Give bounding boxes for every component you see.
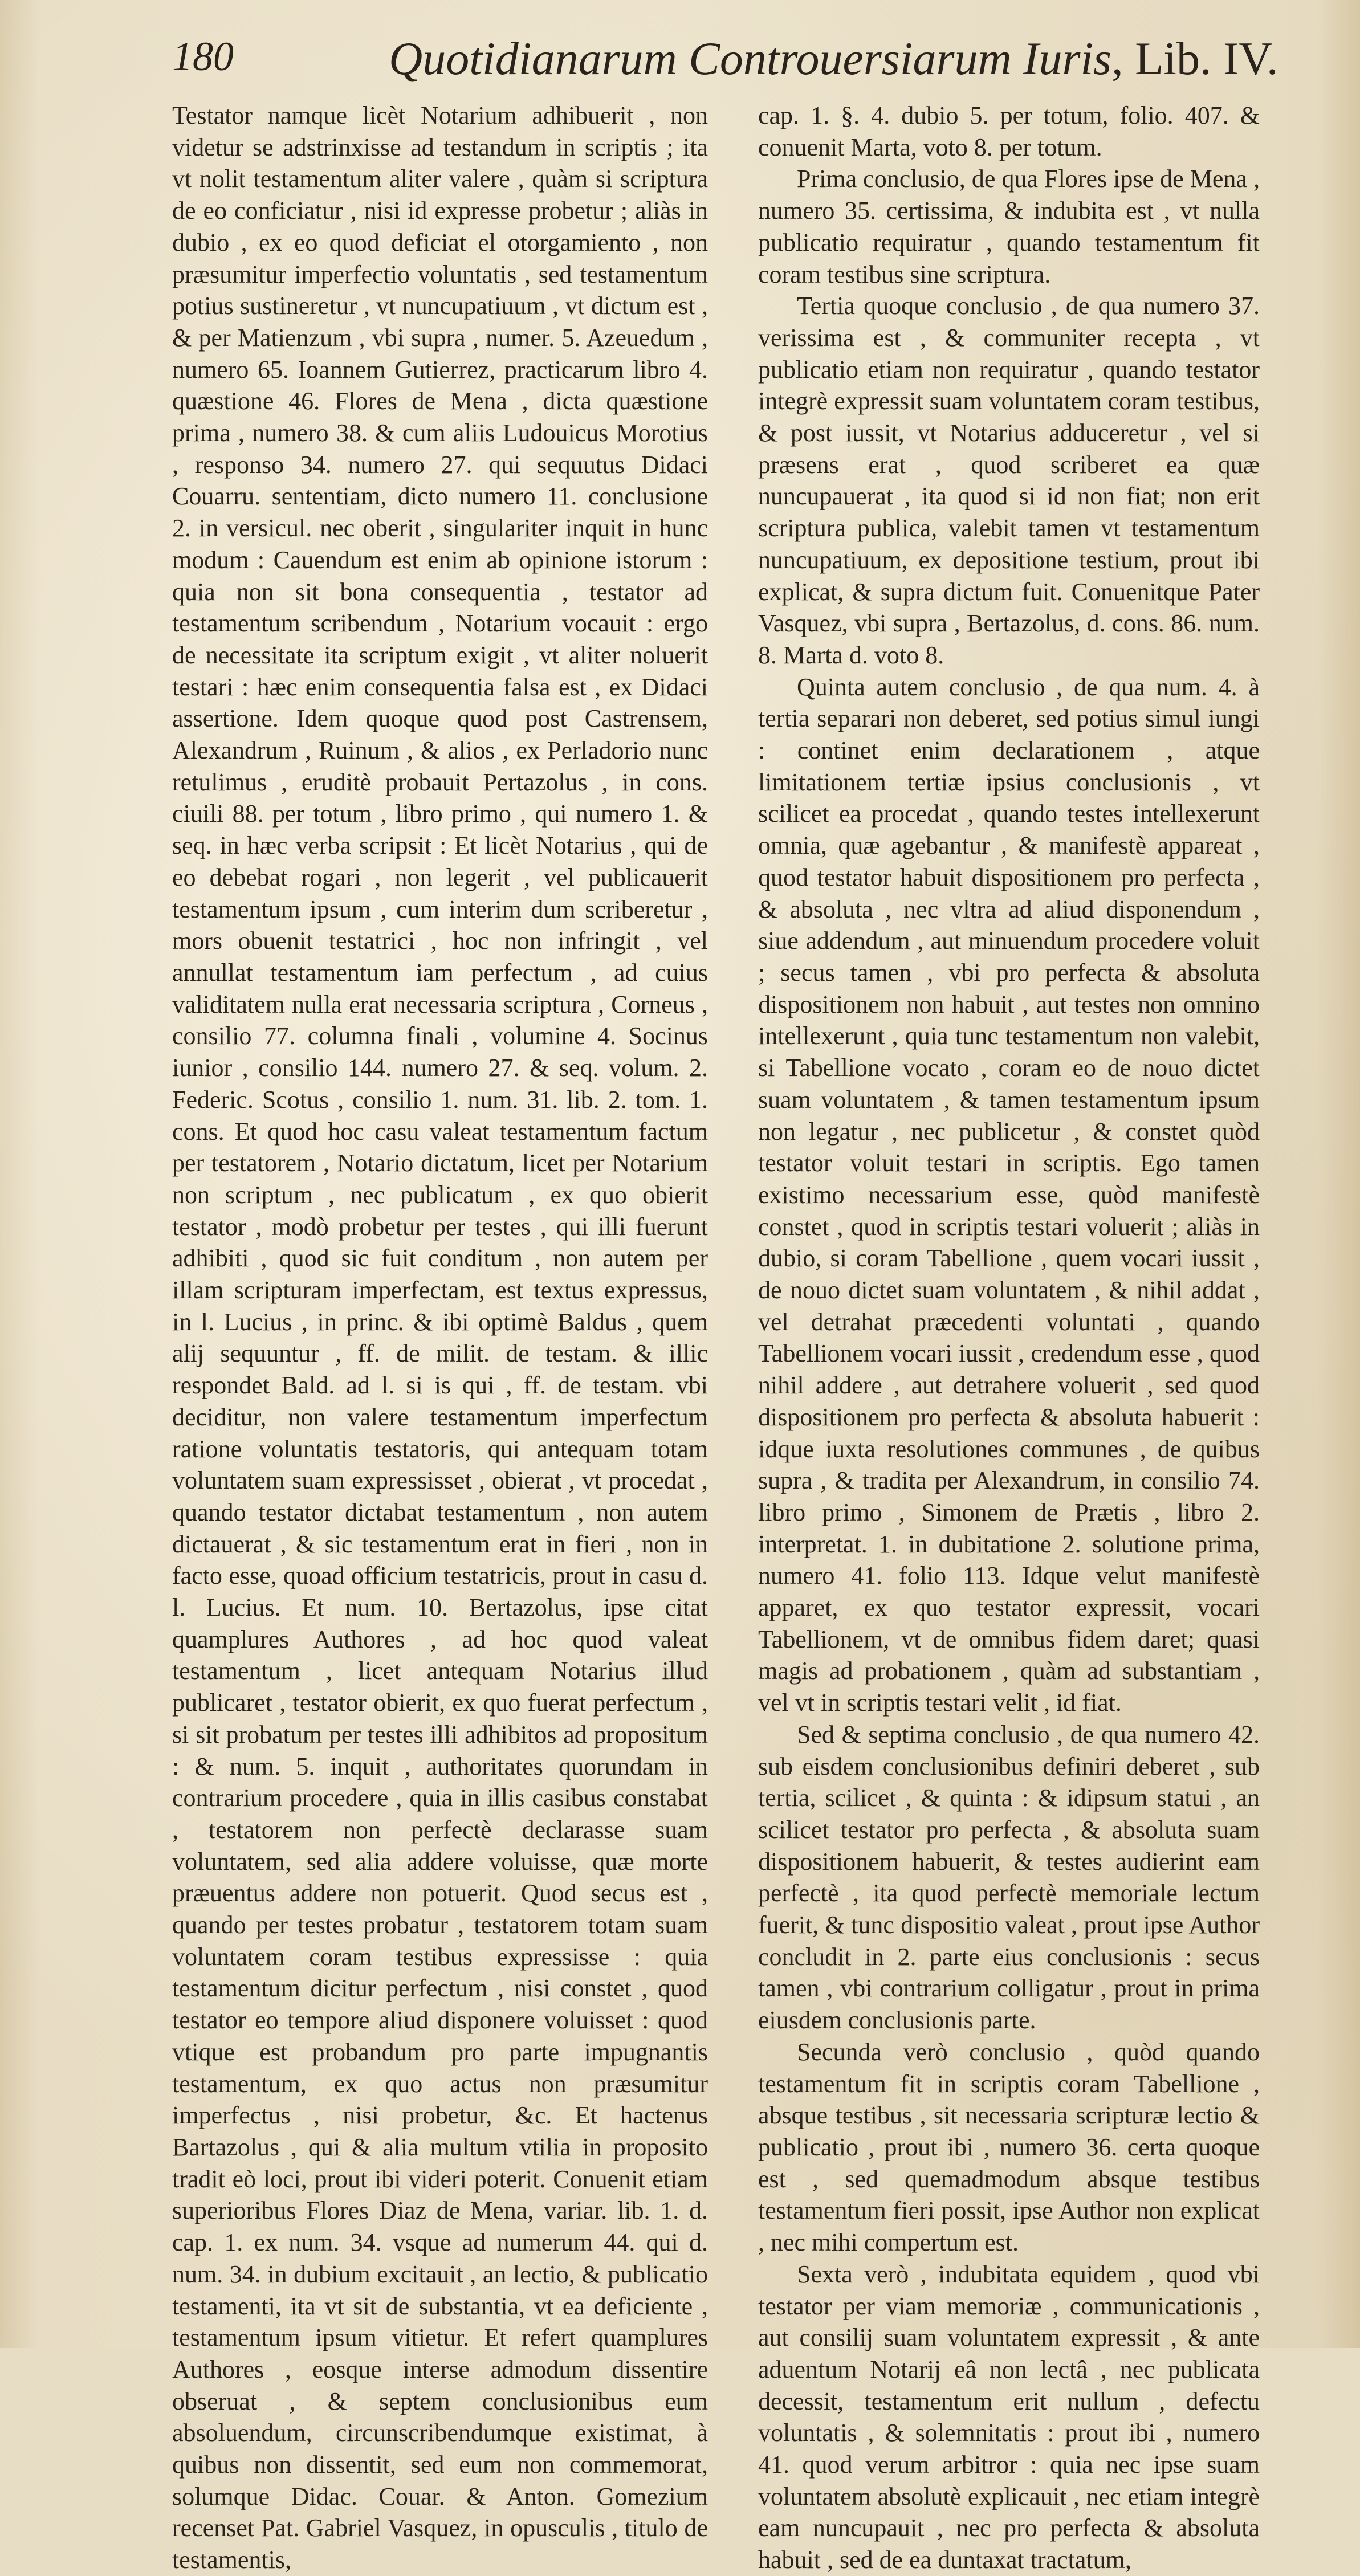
page-header: [172, 32, 1278, 100]
right-paragraph: Sexta verò , indubitata equidem , quod vbi testator per viam memoriæ , communicationis , aut consilij suam voluntatem expressit , & ante aduentum Notarij eâ non lectâ , nec publicata decessit, testamentum erit nullum , defectu voluntatis , & solemnitatis : prout ibi , numero 41. quod verum arbitror : quia nec ipse suam voluntatem absolutè explicauit , nec etiam integrè eam nuncupauit , nec pro perfecta & absoluta habuit , sed de ea duntaxat tractatum,: [758, 2260, 1260, 2574]
running-title: [389, 32, 1278, 85]
book-label: , Lib. IV.: [1111, 32, 1278, 84]
right-paragraph: Tertia quoque conclusio , de qua numero 37. verissima est , & communiter recepta , vt publicatio etiam non requiratur , quando testator integrè expressit suam voluntatem coram testibus, & post iussit, vt Notarius adduceretur , vel si præsens erat , quod scriberet ea quæ nuncupauerat , ita quod si id non fiat; non erit scriptura publica, valebit tamen vt testamentum nuncupatiuum, ex depositione testium, prout ibi explicat, & supra dictum fuit. Conuenitque Pater Vasquez, vbi supra , Bertazolus, d. cons. 86. num. 8. Marta d. voto 8.: [758, 292, 1260, 669]
right-paragraph: Sed & septima conclusio , de qua numero 42. sub eisdem conclusionibus definiri deberet , sub tertia, scilicet , & quinta : & idipsum statui , an scilicet testator pro perfecta , & absoluta suam dispositionem habuerit, & testes audierint eam perfectè , ita quod perfectè memoriale lectum fuerit, & tunc dispositio valeat , prout ipse Author concludit in 2. parte eius conclusionis : secus tamen , vbi contrarium colligatur , prout in prima eiusdem conclusionis parte.: [758, 1720, 1260, 2035]
right-paragraph: Quinta autem conclusio , de qua num. 4. à tertia separari non deberet, sed potius simul iungi : continet enim declarationem , atque limitationem tertiæ ipsius conclusionis , vt scilicet ea procedat , quando testes intellexerunt omnia, quæ agebantur , & manifestè appareat , quod testator habuit dispositionem pro perfecta , & absoluta , nec vltra ad aliud disponendum , siue addendum , aut minuendum procedere voluit ; secus tamen , vbi pro perfecta & absoluta dispositionem non habuit , aut testes non omnino intellexerunt , quia tunc testamentum non valebit, si Tabellione vocato , coram eo de nouo dictet suam voluntatem , & tamen testamentum ipsum non legatur , nec publicetur , & constet quòd testator voluit testari in scriptis. Ego tamen existimo necessarium esse, quòd manifestè constet , quod in scriptis testari voluerit ; aliàs in dubio, si coram Tabellione , quem vocari iussit , de nouo dictet suam voluntatem , & nihil addat , vel detrahat præcedenti voluntati , quando Tabellionem vocari iussit , credendum esse , quod nihil addere , aut detrahere voluerit , sed quod dispositionem pro perfecta & absoluta habuerit : idque iuxta resolutiones communes , de quibus supra , & tradita per Alexandrum, in consilio 74. libro primo , Simonem de Prætis , libro 2. interpretat. 1. in dubitatione 2. solutione prima, numero 41. folio 113. Idque velut manifestè apparet, ex quo testator expressit, vocari Tabellionem, vt de omnibus fidem daret; quasi magis ad probationem , quàm ad substantiam , vel vt in scriptis testari velit , id fiat.: [758, 672, 1260, 1717]
right-paragraph: Secunda verò conclusio , quòd quando testamentum fit in scriptis coram Tabellione , absque testibus , sit necessaria scripturæ lectio & publicatio , prout ibi , numero 36. certa quoque est , sed quemadmodum absque testibus testamentum fieri possit, ipse Author non explicat , nec mihi compertum est.: [758, 2037, 1260, 2257]
right-paragraph: cap. 1. §. 4. dubio 5. per totum, folio. 407. & conuenit Marta, voto 8. per totum.: [758, 101, 1260, 161]
left-column: [172, 100, 708, 2574]
right-column: [758, 100, 1260, 2574]
left-column-text: Testator namque licèt Notarium adhibuerit , non videtur se adstrinxisse ad testandum in scriptis ; ita vt nolit testamentum aliter valere , quàm si scriptura de eo conficiatur , nisi id expresse probetur ; aliàs in dubio , ex eo quod deficiat el otorgamiento , non præsumitur imperfectio voluntatis , sed testamentum potius sustineretur , vt nuncupatiuum , vt dictum est , & per Matienzum , vbi supra , numer. 5. Azeuedum , numero 65. Ioannem Gutierrez, practicarum libro 4. quæstione 46. Flores de Mena , dicta quæstione prima , numero 38. & cum aliis Ludouicus Morotius , responso 34. numero 27. qui sequutus Didaci Couarru. sententiam, dicto numero 11. conclusione 2. in versicul. nec oberit , singulariter inquit in hunc modum : Cauendum est enim ab opinione istorum : quia non sit bona consequentia , testator ad testamentum scribendum , Notarium vocauit : ergo de necessitate ita scriptum exigit , vt aliter noluerit testari : hæc enim consequentia falsa est , ex Didaci assertione. Idem quoque quod post Castrensem, Alexandrum , Ruinum , & alios , ex Perladorio nunc retulimus , eruditè probauit Pertazolus , in cons. ciuili 88. per totum , libro primo , qui numero 1. & seq. in hæc verba scripsit : Et licèt Notarius , qui de eo debebat rogari , non legerit , vel publicauerit testamentum ipsum , cum interim dum scriberetur , mors obuenit testatrici , hoc non infringit , vel annullat testamentum iam perfectum , ad cuius validitatem nulla erat necessaria scriptura , Corneus , consilio 77. columna finali , volumine 4. Socinus iunior , consilio 144. numero 27. & seq. volum. 2. Federic. Scotus , consilio 1. num. 31. lib. 2. tom. 1. cons. Et quod hoc casu valeat testamentum factum per testatorem , Notario dictatum, licet per Notarium non scriptum , nec publicatum , ex quo obierit testator , modò probetur per testes , qui illi fuerunt adhibiti , quod sic fuit conditum , non autem per illam scripturam imperfectam, est textus expressus, in l. Lucius , in princ. & ibi optimè Baldus , quem alij sequuntur , ff. de milit. de testam. & illic respondet Bald. ad l. si is qui , ff. de testam. vbi deciditur, non valere testamentum imperfectum ratione voluntatis testatoris, qui antequam totam voluntatem suam expressisset , obierat , vt procedat , quando testator dictabat testamentum , non autem dictauerat , & sic testamentum erat in fieri , non in facto esse, quoad officium testatricis, prout in casu d. l. Lucius. Et num. 10. Bertazolus, ipse citat quamplures Authores , ad hoc quod valeat testamentum , licet antequam Notarius illud publicaret , testator obierit, ex quo fuerat perfectum , si sit probatum per testes illi adhibitos ad propositum : & num. 5. inquit , authoritates quorundam in contrarium procedere , quia in illis casibus constabat , testatorem non perfectè declarasse suam voluntatem, sed alia addere voluisse, quæ morte præuentus addere non potuerit. Quod secus est , quando per testes probatur , testatorem totam suam voluntatem coram testibus expressisse : quia testamentum dicitur perfectum , nisi constet , quod testator eo tempore aliud disponere voluisset : quod vtique est probandum pro parte impugnantis testamentum, ex quo actus non præsumitur imperfectus , nisi probetur, &c. Et hactenus Bartazolus , qui & alia multum vtilia in proposito tradit eò loci, prout ibi videri poterit. Conuenit etiam superioribus Flores Diaz de Mena, variar. lib. 1. d. cap. 1. ex num. 34. vsque ad numerum 44. qui d. num. 34. in dubium excitauit , an lectio, & publicatio testamenti, ita vt sit de substantia, vt ea deficiente , testamentum ipsum vitietur. Et refert quamplures Authores , eosque interse admodum dissentire obseruat , & septem conclusionibus eum absoluendum, circunscribendumque existimat, à quibus non dissentit, sed eum non commemorat, solumque Didac. Couar. & Anton. Gomezium recenset Pat. Gabriel Vasquez, in opusculis , titulo de testamentis,: [172, 101, 708, 2574]
page-number: 180: [172, 34, 234, 79]
running-title-text: Quotidianarum Controuersiarum Iuris: [389, 32, 1112, 84]
right-paragraph: Prima conclusio, de qua Flores ipse de Mena , numero 35. certissima, & indubita est , vt nulla publicatio requiratur , quando testamentum fit coram testibus sine scriptura.: [758, 165, 1260, 288]
